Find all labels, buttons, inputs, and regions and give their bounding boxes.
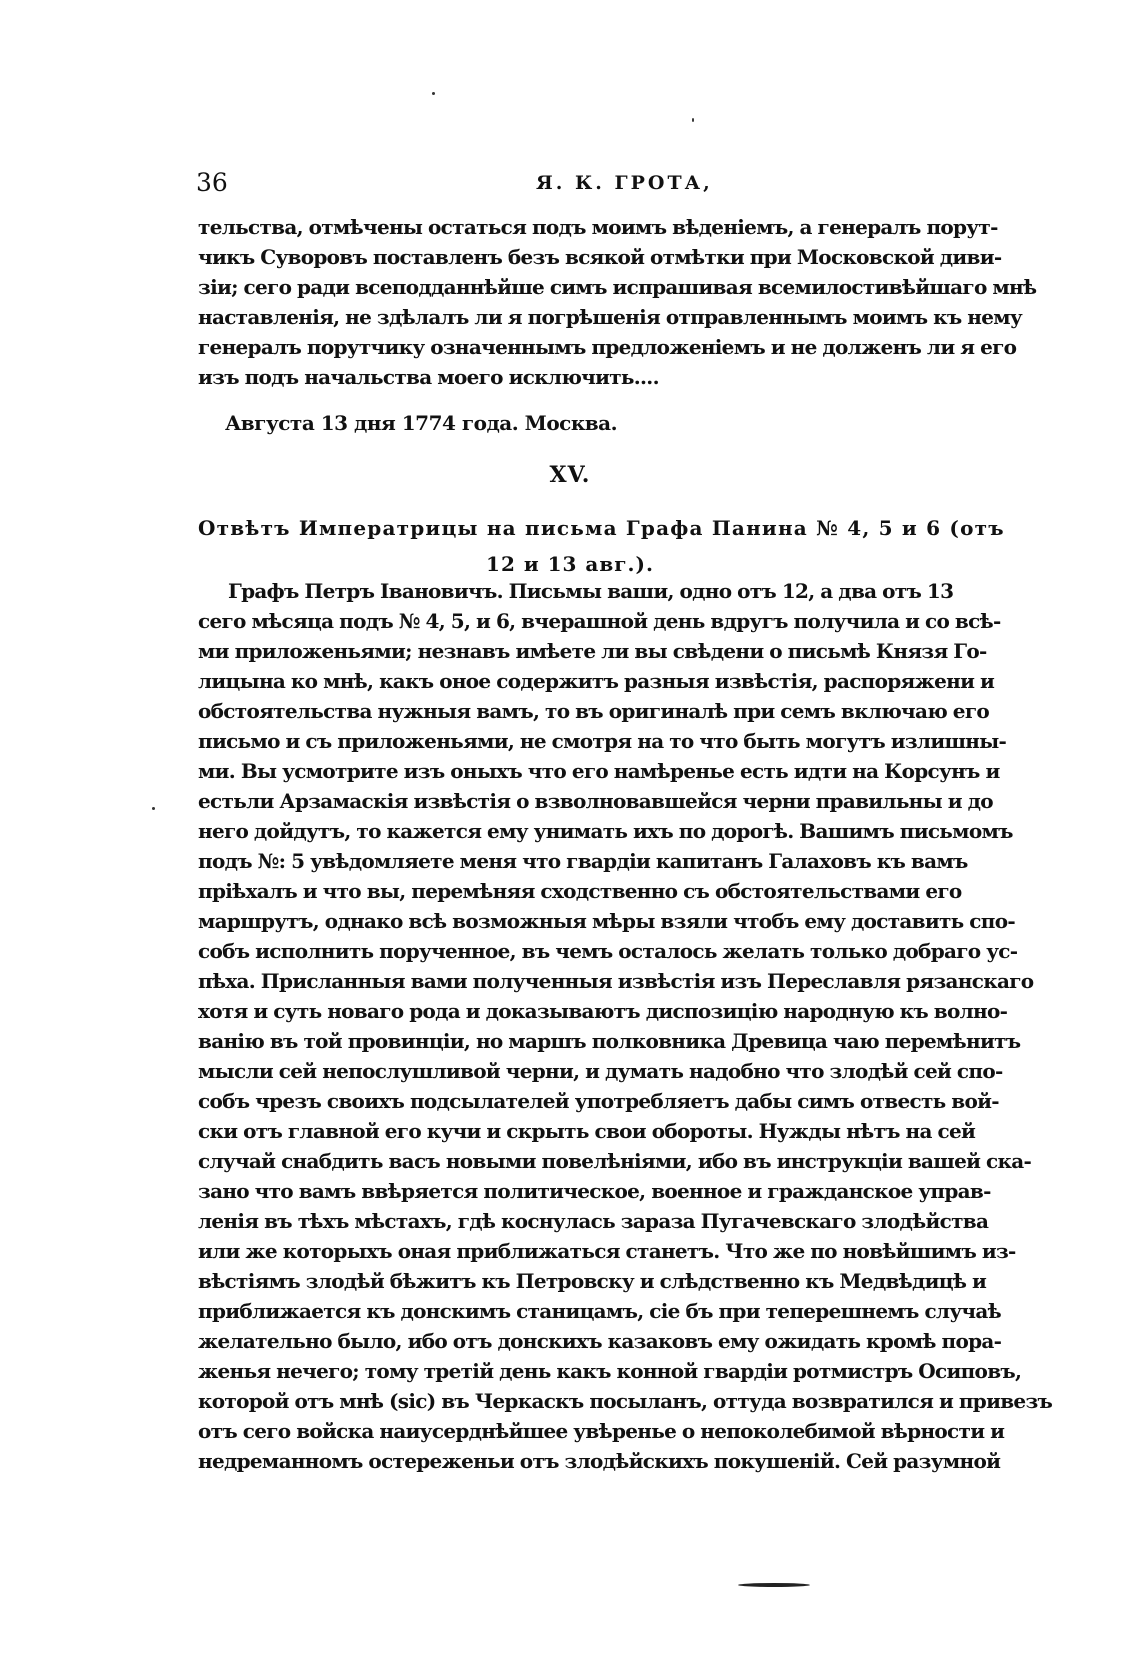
page-number: 36 [196,168,228,197]
text-line: лицына ко мнѣ, какъ оное содержитъ разныя извѣстія, распоряжени и [198,669,995,693]
text-line: женья нечего; тому третій день какъ конной гвардіи ротмистръ Осиповъ, [198,1359,1022,1383]
text-line: или же которыхъ оная приближаться станетъ. Что же по новѣйшимъ из- [198,1239,1016,1263]
ink-mark [738,1583,810,1587]
section-heading: Отвѣтъ Императрицы на письма Графа Панина № 4, 5 и 6 (отъ [198,516,1005,540]
text-line: изъ подъ начальства моего исключить.... [198,365,659,389]
text-line: наставленія, не здѣлалъ ли я погрѣшенія отправленнымъ моимъ къ нему [198,305,1023,329]
page-header [196,168,936,202]
text-line: маршрутъ, однако всѣ возможныя мѣры взяли чтобъ ему доставить спо- [198,909,1015,933]
text-line: отъ сего войска наиусерднѣйшее увѣренье о непоколебимой вѣрности и [198,1419,1005,1443]
text-line: приближается къ донскимъ станицамъ, сіе бъ при теперешнемъ случаѣ [198,1299,1001,1323]
text-line: мысли сей непослушливой черни, и думать надобно что злодѣй сей спо- [198,1059,1003,1083]
text-line: естьли Арзамаскія извѣстія о взволновавшейся черни правильны и до [198,789,993,813]
section-heading-continuation: 12 и 13 авг.). [486,552,654,576]
text-line: письмо и съ приложеньями, не смотря на то что быть могутъ излишны- [198,729,1007,753]
text-line: хотя и суть новаго рода и доказываютъ диспозицію народную къ волно- [198,999,1008,1023]
scan-speck [152,807,155,810]
text-line: Графъ Петръ Івановичъ. Письмы ваши, одно отъ 12, а два отъ 13 [228,579,954,603]
scan-speck [432,92,435,95]
text-line: собъ исполнить порученное, въ чемъ осталось желать только добраго ус- [198,939,1018,963]
scan-speck [692,118,694,122]
text-line: чикъ Суворовъ поставленъ безъ всякой отмѣтки при Московской диви- [198,245,1002,269]
dateline: Августа 13 дня 1774 года. Москва. [225,411,618,435]
text-line: вѣстіямъ злодѣй бѣжитъ къ Петровску и слѣдственно къ Медвѣдицѣ и [198,1269,987,1293]
text-line: ски отъ главной его кучи и скрыть свои обороты. Нужды нѣтъ на сей [198,1119,976,1143]
text-line: подъ №: 5 увѣдомляете меня что гвардіи капитанъ Галаховъ къ вамъ [198,849,968,873]
text-line: ленія въ тѣхъ мѣстахъ, гдѣ коснулась зараза Пугачевскаго злодѣйства [198,1209,989,1233]
text-line: генералъ порутчику означеннымъ предложеніемъ и не долженъ ли я его [198,335,1017,359]
text-line: пріѣхалъ и что вы, перемѣняя сходственно съ обстоятельствами его [198,879,962,903]
text-line: зіи; сего ради всеподданнѣйше симъ испрашивая всемилостивѣйшаго мнѣ [198,275,1037,299]
text-line: случай снабдить васъ новыми повелѣніями, ибо въ инструкціи вашей ска- [198,1149,1032,1173]
letter-end-paragraph [198,212,1037,392]
text-line: собъ чрезъ своихъ подсылателей употребляетъ дабы симъ отвесть вой- [198,1089,999,1113]
text-line: зано что вамъ ввѣряется политическое, военное и гражданское управ- [198,1179,991,1203]
text-line: ми приложеньями; незнавъ имѣете ли вы свѣдени о письмѣ Князя Го- [198,639,987,663]
text-line: ми. Вы усмотрите изъ оныхъ что его намѣренье есть идти на Корсунъ и [198,759,1000,783]
text-line: недреманномъ остереженьи отъ злодѣйскихъ покушеній. Сей разумной [198,1449,1001,1473]
text-line: него дойдутъ, то кажется ему унимать ихъ по дорогѣ. Вашимъ письмомъ [198,819,1013,843]
text-line: которой отъ мнѣ (sic) въ Черкаскъ посыланъ, оттуда возвратился и привезъ [198,1389,1053,1413]
text-line: тельства, отмѣчены остаться подъ моимъ вѣденіемъ, а генералъ порут- [198,215,998,239]
letter-body [198,576,1053,1476]
section-number: XV. [549,462,591,488]
text-line: обстоятельства нужныя вамъ, то въ оригиналѣ при семъ включаю его [198,699,990,723]
running-head: Я. К. ГРОТА, [536,172,713,194]
text-line: пѣха. Присланныя вами полученныя извѣстія изъ Переславля рязанскаго [198,969,1034,993]
text-line: желательно было, ибо отъ донскихъ казаковъ ему ожидать кромѣ пора- [198,1329,1002,1353]
text-line: сего мѣсяца подъ № 4, 5, и 6, вчерашной день вдругъ получила и со всѣ- [198,609,1001,633]
text-line: ванію въ той провинціи, но маршъ полковника Древица чаю перемѣнитъ [198,1029,1021,1053]
